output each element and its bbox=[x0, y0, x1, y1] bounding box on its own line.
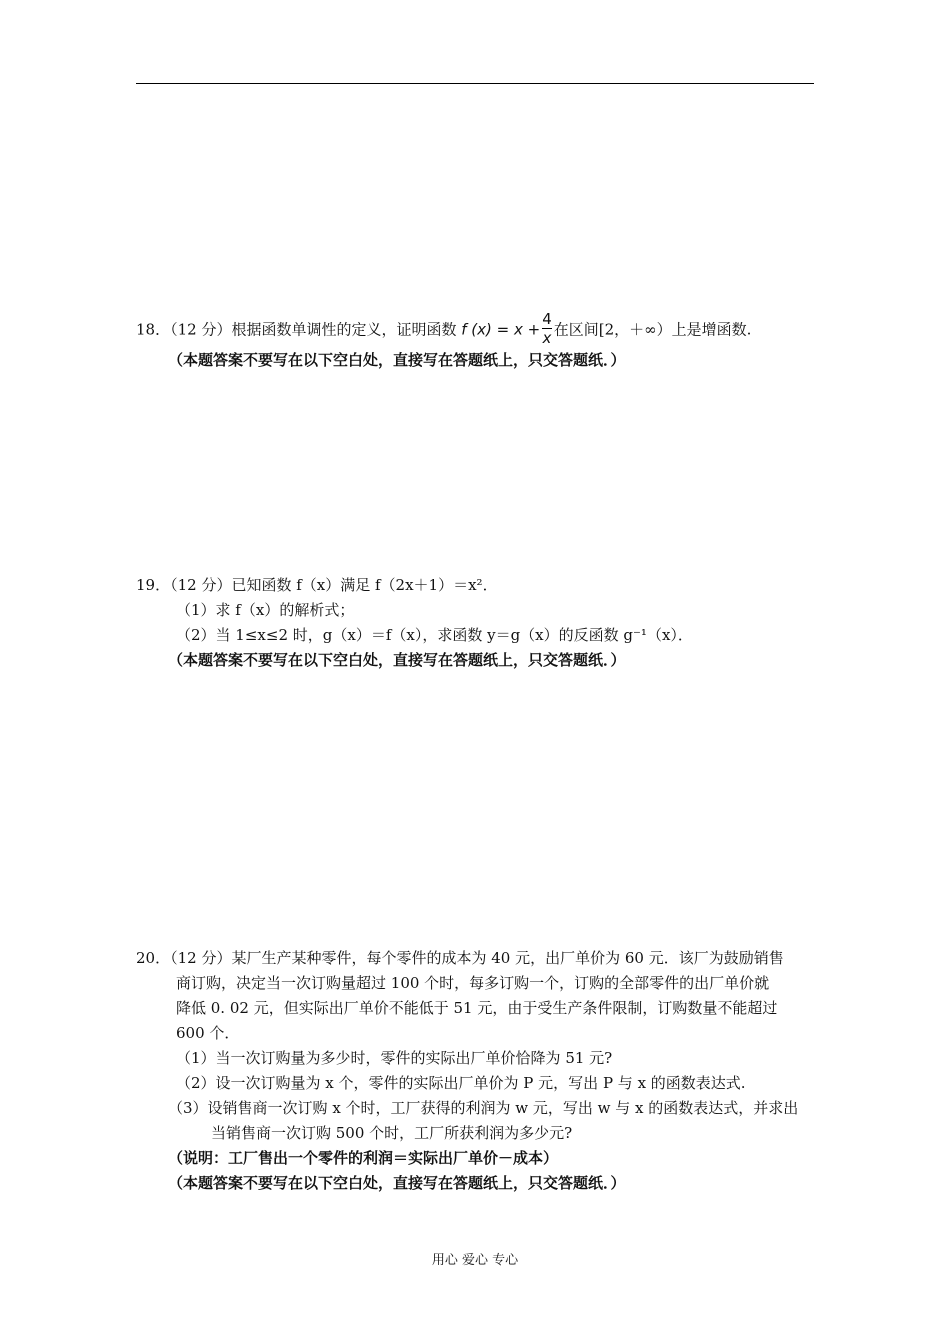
q20-line2: 商订购，决定当一次订购量超过 100 个时，每多订购一个，订购的全部零件的出厂单价就 bbox=[176, 974, 770, 992]
q18-score: （12 分） bbox=[170, 320, 232, 339]
q18-frac-numerator: 4 bbox=[542, 310, 552, 328]
q19-part1: （1）求 f（x）的解析式； bbox=[176, 601, 355, 619]
q20-part3-line2: 当销售商一次订购 500 个时，工厂所获利润为多少元? bbox=[211, 1124, 573, 1142]
q20-note: （本题答案不要写在以下空白处，直接写在答题纸上，只交答题纸．） bbox=[168, 1174, 626, 1192]
q18-statement bbox=[136, 312, 751, 349]
page-footer: 用心 爱心 专心 bbox=[431, 1253, 519, 1268]
q20-line1 bbox=[136, 948, 784, 968]
q19-note: （本题答案不要写在以下空白处，直接写在答题纸上，只交答题纸．） bbox=[168, 651, 626, 669]
q20-line3: 降低 0. 02 元，但实际出厂单价不能低于 51 元，由于受生产条件限制，订购数量不能超过 bbox=[176, 999, 778, 1017]
q18-number: 18． bbox=[136, 320, 171, 339]
q20-number: 20． bbox=[136, 949, 171, 967]
q20-explain: （说明：工厂售出一个零件的利润＝实际出厂单价－成本） bbox=[168, 1149, 559, 1167]
q20-part2: （2）设一次订购量为 x 个，零件的实际出厂单价为 P 元，写出 P 与 x 的函数表达式. bbox=[176, 1074, 746, 1092]
q18-fraction bbox=[542, 310, 552, 347]
q20-part3-line1: （3）设销售商一次订购 x 个时，工厂获得的利润为 w 元，写出 w 与 x 的函数表达式，并求出 bbox=[168, 1099, 799, 1117]
q18-formula-lhs: f (x) = x + bbox=[461, 320, 541, 339]
q18-text-before: 根据函数单调性的定义，证明函数 bbox=[231, 320, 457, 339]
q19-line1: （12 分）已知函数 f（x）满足 f（2x＋1）＝x²． bbox=[170, 576, 498, 594]
q20-line4: 600 个． bbox=[176, 1024, 240, 1042]
q19-number: 19． bbox=[136, 576, 171, 594]
q18-note: （本题答案不要写在以下空白处，直接写在答题纸上，只交答题纸．） bbox=[168, 351, 626, 369]
q19-statement bbox=[136, 575, 498, 595]
header-rule bbox=[136, 83, 814, 84]
q19-part2: （2）当 1≤x≤2 时，g（x）＝f（x），求函数 y＝g（x）的反函数 g⁻¹（x）． bbox=[176, 626, 693, 644]
q18-frac-denominator: x bbox=[542, 329, 552, 347]
q20-line1-text: （12 分）某厂生产某种零件，每个零件的成本为 40 元，出厂单价为 60 元．该厂为鼓励销售 bbox=[170, 949, 784, 967]
q18-text-after: 在区间[2，＋∞）上是增函数. bbox=[553, 320, 752, 339]
q20-part1: （1）当一次订购量为多少时，零件的实际出厂单价恰降为 51 元? bbox=[176, 1049, 613, 1067]
